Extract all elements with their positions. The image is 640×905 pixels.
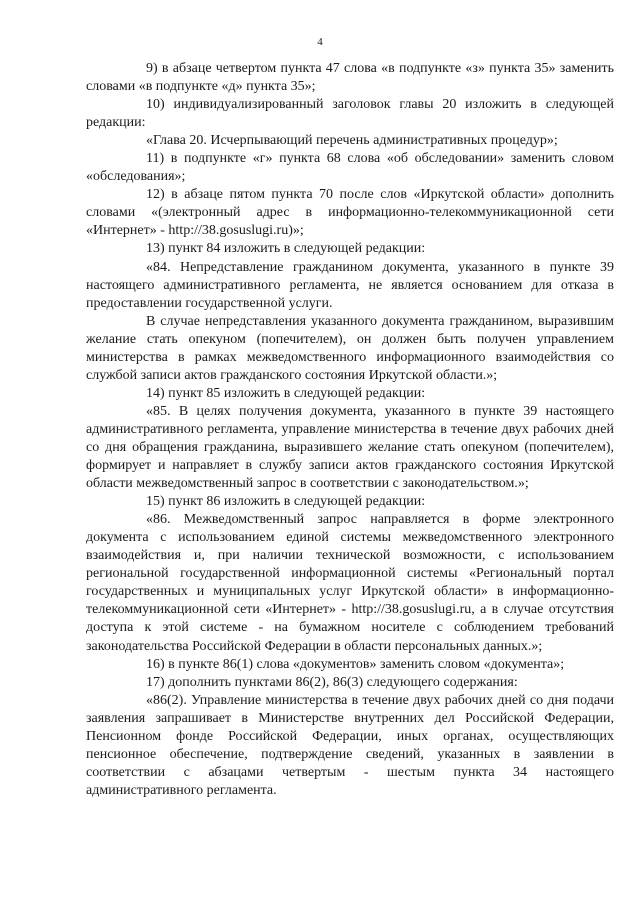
- paragraph-item-15: 15) пункт 86 изложить в следующей редакции:: [146, 494, 426, 510]
- paragraph-item-17: 17) дополнить пунктами 86(2), 86(3) следующего содержания:: [146, 674, 518, 690]
- paragraph-84-continuation: В случае непредставления указанного документа гражданином, выразившим желание стать опекуном (попечителем), он должен быть получен управлением министерства в рамках межведомственного информационного взаимодействия со службой записи актов гражданского состояния Иркутской области.»;: [86, 313, 614, 383]
- paragraph-86-text: «86. Межведомственный запрос направляется в форме электронного документа с использованием единой системы межведомственного электронного взаимодействия и, при наличии технической возможности, с использованием региональной государственной информационной системы «Региональный портал государственных и муниципальных услуг Иркутской области» в информационно-телекоммуникационной сети «Интернет» - http://38.gosuslugi.ru, а в случае отсутствия доступа к этой системе - на бумажном носителе с соблюдением требований законодательства Российской Федерации в области персональных данных.»;: [86, 512, 614, 654]
- paragraph-item-9: 9) в абзаце четвертом пункта 47 слова «в подпункте «з» пункта 35» заменить словами «в подпункте «д» пункта 35»;: [86, 61, 614, 95]
- paragraph-item-13: 13) пункт 84 изложить в следующей редакции:: [146, 241, 426, 257]
- paragraph-item-14: 14) пункт 85 изложить в следующей редакции:: [146, 385, 426, 401]
- page-number: 4: [317, 36, 323, 48]
- paragraph-85-text: «85. В целях получения документа, указанного в пункте 39 настоящего административного регламента, управление министерства в течение двух рабочих дней со дня обращения гражданина, выразившего желание стать опекуном (попечителем), формирует и направляет в службу записи актов гражданского состояния Иркутской области межведомственный запрос в соответствии с законодательством.»;: [86, 403, 614, 492]
- paragraph-item-10: 10) индивидуализированный заголовок главы 20 изложить в следующей редакции:: [86, 97, 614, 131]
- chapter-20-title-quote: «Глава 20. Исчерпывающий перечень административных процедур»;: [146, 133, 558, 149]
- paragraph-item-11: 11) в подпункте «г» пункта 68 слова «об обследовании» заменить словом «обследования»;: [86, 151, 614, 185]
- paragraph-84-text: «84. Непредставление гражданином документа, указанного в пункте 39 настоящего административного регламента, не является основанием для отказа в предоставлении государственной услуги.: [86, 259, 614, 311]
- document-body: [86, 60, 614, 800]
- paragraph-item-12: 12) в абзаце пятом пункта 70 после слов «Иркутской области» дополнить словами «(электронный адрес в информационно-телекоммуникационной сети «Интернет» - http://38.gosuslugi.ru)»;: [86, 187, 614, 239]
- paragraph-86-2-text: «86(2). Управление министерства в течение двух рабочих дней со дня подачи заявления запрашивает в Министерстве внутренних дел Российской Федерации, Пенсионном фонде Российской Федерации, иных органах, осуществляющих пенсионное обеспечение, подтверждение сведений, указанных в заявлении в соответствии с абзацами четвертым - шестым пункта 34 настоящего административного регламента.: [86, 692, 614, 798]
- paragraph-item-16: 16) в пункте 86(1) слова «документов» заменить словом «документа»;: [146, 656, 565, 672]
